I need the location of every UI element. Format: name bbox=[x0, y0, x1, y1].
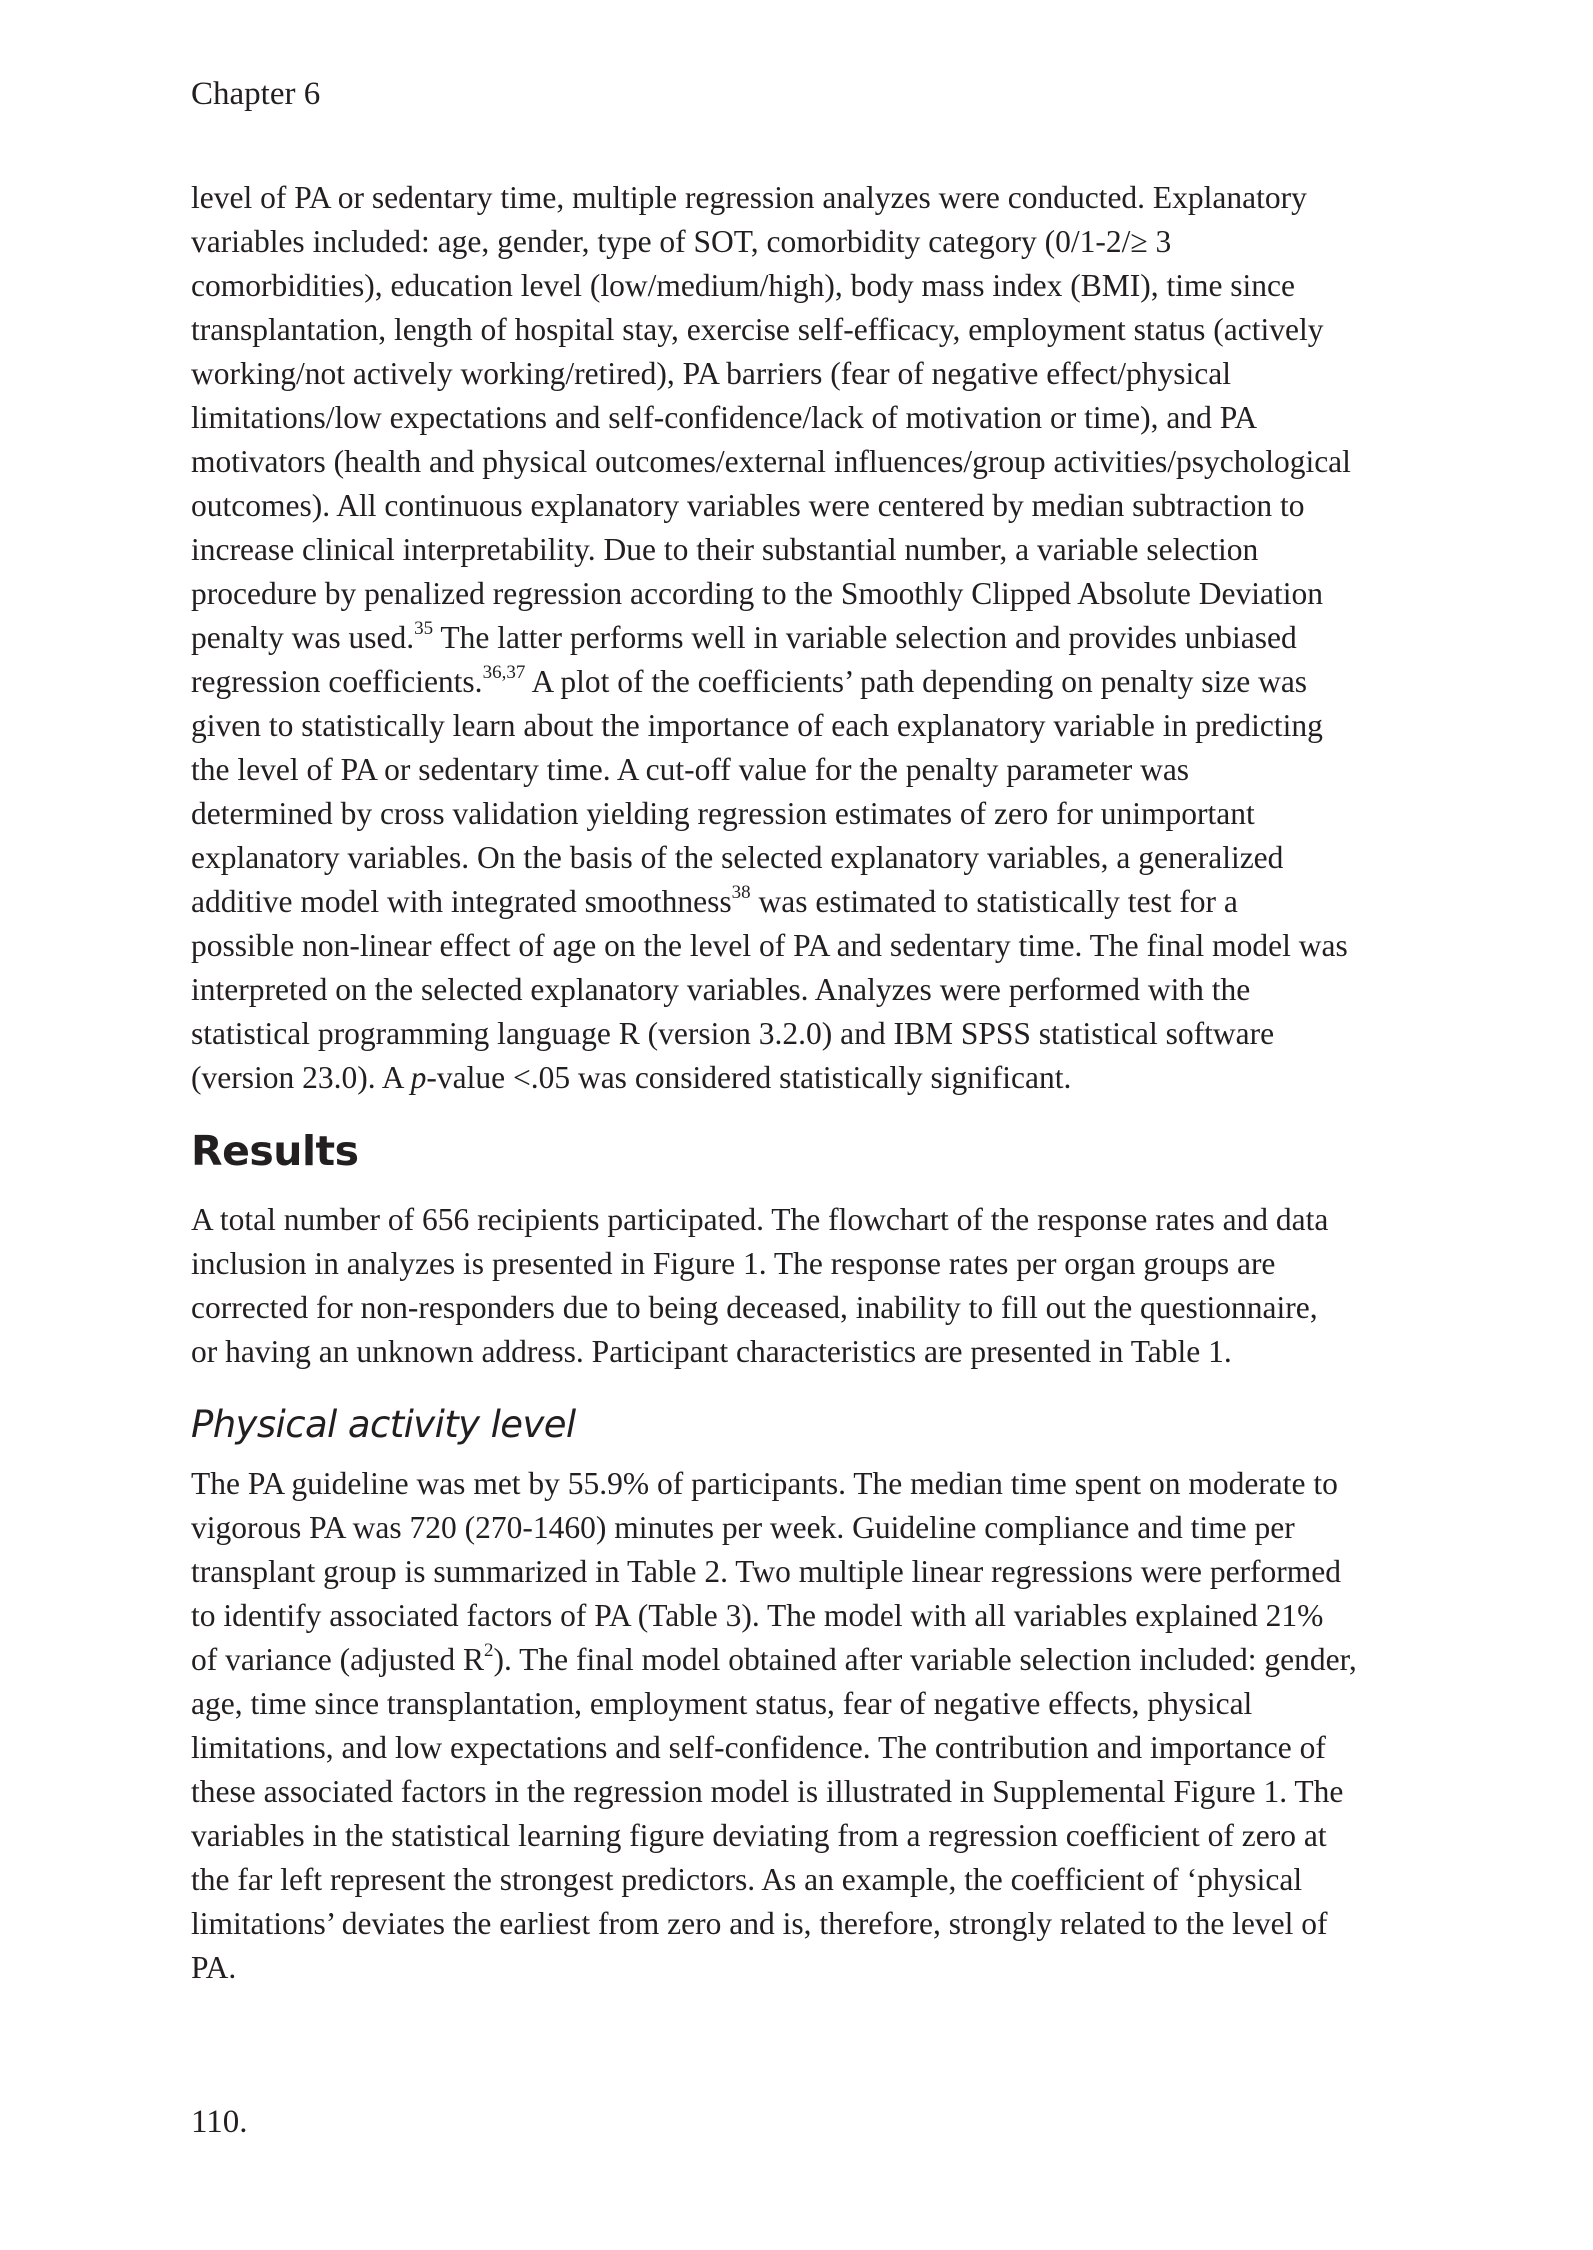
text-line: statistical programming language R (version 3.2.0) and IBM SPSS statistical software bbox=[191, 1016, 1275, 1051]
text-line: to identify associated factors of PA (Table 3). The model with all variables explained 21% bbox=[191, 1598, 1324, 1633]
text-run: penalty was used. bbox=[191, 620, 415, 655]
text-line: variables in the statistical learning figure deviating from a regression coefficient of zero at bbox=[191, 1818, 1327, 1853]
text-line: transplantation, length of hospital stay, exercise self-efficacy, employment status (actively bbox=[191, 312, 1324, 347]
physical-activity-heading: Physical activity level bbox=[191, 1403, 576, 1446]
text-line: determined by cross validation yielding regression estimates of zero for unimportant bbox=[191, 796, 1255, 831]
text-line: limitations’ deviates the earliest from zero and is, therefore, strongly related to the level of bbox=[191, 1906, 1328, 1941]
text-line: variables included: age, gender, type of SOT, comorbidity category (0/1-2/≥ 3 bbox=[191, 224, 1172, 259]
text-line: explanatory variables. On the basis of the selected explanatory variables, a generalized bbox=[191, 840, 1284, 875]
text-line bbox=[191, 660, 1376, 704]
results-paragraph bbox=[191, 1198, 1376, 1374]
text-run: ). The final model obtained after variable selection included: gender, bbox=[493, 1642, 1357, 1677]
text-line: limitations/low expectations and self-confidence/lack of motivation or time), and PA bbox=[191, 400, 1258, 435]
text-line: PA. bbox=[191, 1950, 237, 1985]
text-run: A plot of the coefficients’ path depending on penalty size was bbox=[525, 664, 1308, 699]
text-line: The PA guideline was met by 55.9% of participants. The median time spent on moderate to bbox=[191, 1466, 1338, 1501]
text-run: -value <.05 was considered statistically significant. bbox=[426, 1060, 1072, 1095]
text-run: of variance (adjusted R bbox=[191, 1642, 485, 1677]
text-line: given to statistically learn about the importance of each explanatory variable in predicting bbox=[191, 708, 1323, 743]
text-line: working/not actively working/retired), PA barriers (fear of negative effect/physical bbox=[191, 356, 1232, 391]
text-line: outcomes). All continuous explanatory variables were centered by median subtraction to bbox=[191, 488, 1305, 523]
reference-superscript: 36,37 bbox=[482, 661, 526, 683]
text-line: level of PA or sedentary time, multiple regression analyzes were conducted. Explanatory bbox=[191, 180, 1307, 215]
reference-superscript: 38 bbox=[731, 881, 751, 903]
page-number: 110. bbox=[191, 2104, 248, 2140]
text-line: transplant group is summarized in Table 2. Two multiple linear regressions were performed bbox=[191, 1554, 1341, 1589]
text-line: procedure by penalized regression according to the Smoothly Clipped Absolute Deviation bbox=[191, 576, 1323, 611]
text-run: (version 23.0). A bbox=[191, 1060, 411, 1095]
text-line: motivators (health and physical outcomes/external influences/group activities/psychological bbox=[191, 444, 1351, 479]
text-line: A total number of 656 recipients participated. The flowchart of the response rates and data bbox=[191, 1202, 1329, 1237]
page-content bbox=[191, 176, 1376, 1990]
text-line bbox=[191, 1638, 1376, 1682]
text-line: possible non-linear effect of age on the level of PA and sedentary time. The final model was bbox=[191, 928, 1348, 963]
text-run: was estimated to statistically test for a bbox=[750, 884, 1238, 919]
text-line: corrected for non-responders due to being deceased, inability to fill out the questionnaire, bbox=[191, 1290, 1318, 1325]
text-line: age, time since transplantation, employment status, fear of negative effects, physical bbox=[191, 1686, 1253, 1721]
text-run: regression coefficients. bbox=[191, 664, 483, 699]
text-line: the level of PA or sedentary time. A cut-off value for the penalty parameter was bbox=[191, 752, 1190, 787]
text-line: the far left represent the strongest predictors. As an example, the coefficient of ‘physical bbox=[191, 1862, 1303, 1897]
methods-paragraph bbox=[191, 176, 1376, 1100]
text-line: these associated factors in the regression model is illustrated in Supplemental Figure 1. The bbox=[191, 1774, 1344, 1809]
text-run: additive model with integrated smoothness bbox=[191, 884, 732, 919]
text-line: comorbidities), education level (low/medium/high), body mass index (BMI), time since bbox=[191, 268, 1296, 303]
running-head: Chapter 6 bbox=[191, 76, 321, 112]
text-line bbox=[191, 880, 1376, 924]
reference-superscript: 35 bbox=[414, 617, 434, 639]
text-run: The latter performs well in variable selection and provides unbiased bbox=[433, 620, 1297, 655]
results-heading: Results bbox=[191, 1127, 359, 1175]
text-line: increase clinical interpretability. Due to their substantial number, a variable selection bbox=[191, 532, 1259, 567]
text-line bbox=[191, 1056, 1376, 1100]
physical-activity-paragraph bbox=[191, 1462, 1376, 1990]
text-line: vigorous PA was 720 (270-1460) minutes per week. Guideline compliance and time per bbox=[191, 1510, 1295, 1545]
r-squared-superscript: 2 bbox=[484, 1639, 494, 1661]
text-line: interpreted on the selected explanatory variables. Analyzes were performed with the bbox=[191, 972, 1251, 1007]
text-line bbox=[191, 616, 1376, 660]
italic-p-value: p bbox=[410, 1060, 427, 1095]
text-line: inclusion in analyzes is presented in Figure 1. The response rates per organ groups are bbox=[191, 1246, 1276, 1281]
text-line: or having an unknown address. Participant characteristics are presented in Table 1. bbox=[191, 1334, 1232, 1369]
text-line: limitations, and low expectations and self-confidence. The contribution and importance of bbox=[191, 1730, 1326, 1765]
